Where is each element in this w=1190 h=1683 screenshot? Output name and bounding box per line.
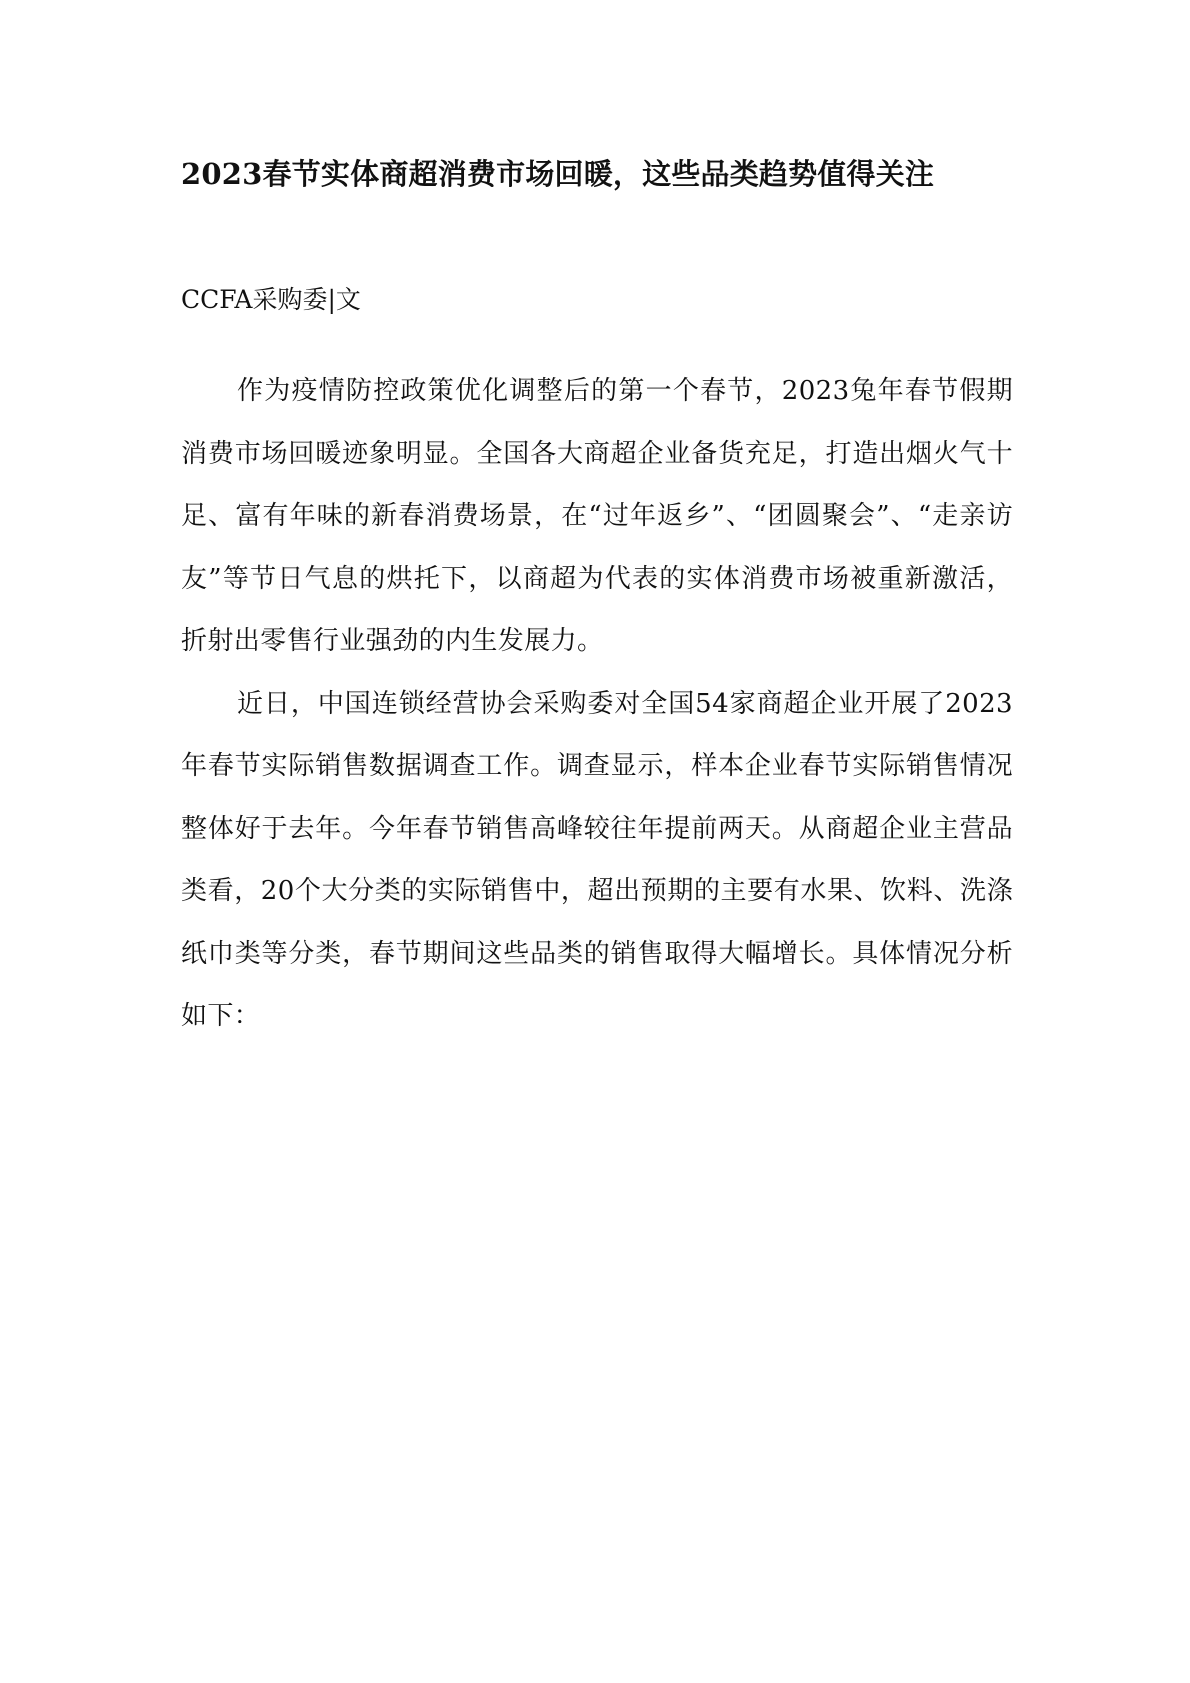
body-paragraph-1: 作为疫情防控政策优化调整后的第一个春节，2023兔年春节假期消费市场回暖迹象明显。全国各大商超企业备货充足，打造出烟火气十足、富有年味的新春消费场景，在“过年返乡”、“团圆聚会”、“走亲访友”等节日气息的烘托下，以商超为代表的实体消费市场被重新激活，折射出零售行业强劲的内生发展力。: [181, 376, 1013, 656]
article-body: [181, 360, 1013, 1048]
body-paragraph-2: 近日，中国连锁经营协会采购委对全国54家商超企业开展了2023年春节实际销售数据调查工作。调查显示，样本企业春节实际销售情况整体好于去年。今年春节销售高峰较往年提前两天。从商超企业主营品类看，20个大分类的实际销售中，超出预期的主要有水果、饮料、洗涤纸巾类等分类，春节期间这些品类的销售取得大幅增长。具体情况分析如下：: [181, 688, 1013, 1031]
document-title: 2023春节实体商超消费市场回暖，这些品类趋势值得关注: [181, 157, 935, 191]
byline: CCFA采购委|文: [181, 285, 361, 314]
